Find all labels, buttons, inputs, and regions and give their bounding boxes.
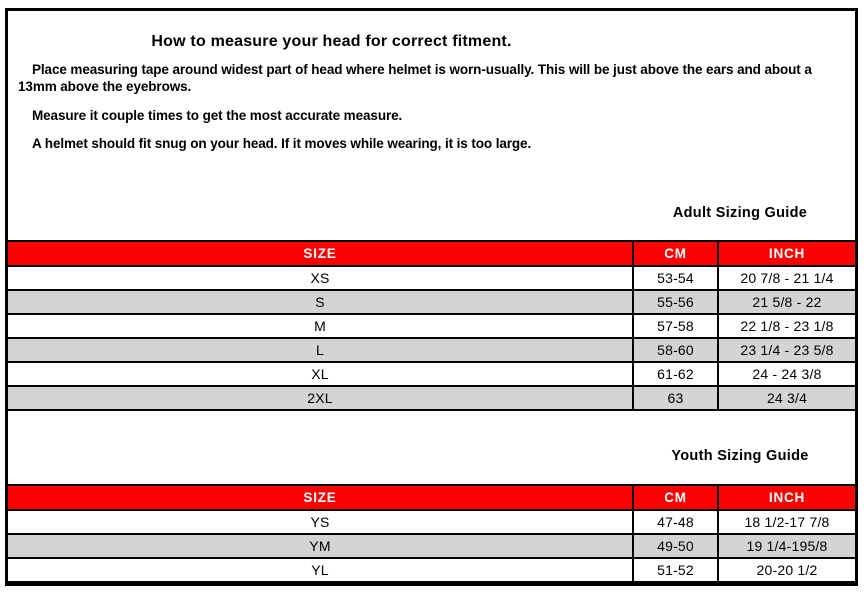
cell-inch: 22 1/8 - 23 1/8 (718, 314, 855, 338)
instructions-block (8, 11, 855, 152)
cell-inch: 24 3/4 (718, 386, 855, 410)
cell-cm: 51-52 (633, 558, 718, 582)
cell-cm: 63 (633, 386, 718, 410)
table-row (8, 314, 855, 338)
cell-cm: 49-50 (633, 534, 718, 558)
table-header-row (8, 485, 855, 510)
instruction-paragraph-3: A helmet should fit snug on your head. If it moves while wearing, it is too large. (32, 136, 532, 151)
cell-cm: 55-56 (633, 290, 718, 314)
cell-size: S (8, 290, 633, 314)
cell-size: XS (8, 266, 633, 290)
cell-cm: 58-60 (633, 338, 718, 362)
cell-cm: 57-58 (633, 314, 718, 338)
column-header-inch: INCH (718, 241, 855, 266)
table-row (8, 266, 855, 290)
table-row (8, 534, 855, 558)
page-title: How to measure your head for correct fitment. (151, 33, 512, 50)
cell-inch: 20-20 1/2 (718, 558, 855, 582)
cell-size: 2XL (8, 386, 633, 410)
cell-cm: 53-54 (633, 266, 718, 290)
cell-cm: 61-62 (633, 362, 718, 386)
table-row (8, 338, 855, 362)
cell-cm: 47-48 (633, 510, 718, 534)
cell-inch: 24 - 24 3/8 (718, 362, 855, 386)
adult-sizing-table (8, 240, 855, 411)
table-row (8, 510, 855, 534)
column-header-size: SIZE (8, 241, 633, 266)
cell-size: YM (8, 534, 633, 558)
column-header-inch: INCH (718, 485, 855, 510)
cell-size: YS (8, 510, 633, 534)
youth-sizing-table (8, 484, 855, 583)
cell-size: YL (8, 558, 633, 582)
instruction-paragraph-2: Measure it couple times to get the most accurate measure. (32, 108, 403, 123)
cell-inch: 19 1/4-195/8 (718, 534, 855, 558)
cell-size: M (8, 314, 633, 338)
document-frame (5, 8, 858, 586)
table-header-row (8, 241, 855, 266)
cell-inch: 18 1/2-17 7/8 (718, 510, 855, 534)
cell-inch: 21 5/8 - 22 (718, 290, 855, 314)
cell-size: L (8, 338, 633, 362)
table-row (8, 290, 855, 314)
instruction-paragraph-1: Place measuring tape around widest part of head where helmet is worn-usually. This will be just above the ears and about a 13mm above the eyebrows. (18, 62, 812, 94)
youth-table-header (8, 485, 855, 510)
column-header-size: SIZE (8, 485, 633, 510)
adult-sizing-guide-caption: Adult Sizing Guide (672, 205, 808, 221)
table-row (8, 558, 855, 582)
cell-inch: 20 7/8 - 21 1/4 (718, 266, 855, 290)
youth-sizing-guide-caption: Youth Sizing Guide (671, 448, 809, 464)
cell-size: XL (8, 362, 633, 386)
table-row (8, 386, 855, 410)
column-header-cm: CM (633, 241, 718, 266)
table-row (8, 362, 855, 386)
adult-table-header (8, 241, 855, 266)
cell-inch: 23 1/4 - 23 5/8 (718, 338, 855, 362)
column-header-cm: CM (633, 485, 718, 510)
youth-table-body (8, 510, 855, 582)
adult-table-body (8, 266, 855, 410)
